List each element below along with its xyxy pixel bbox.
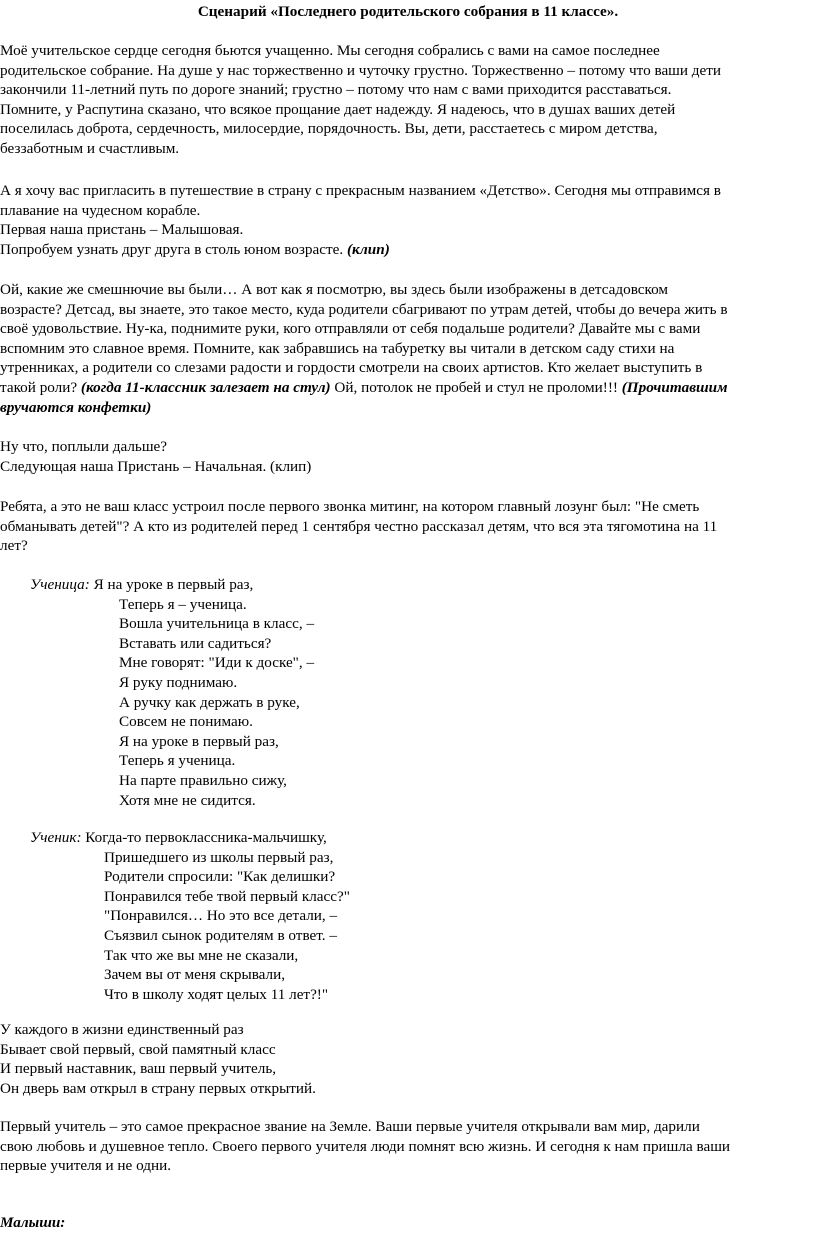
poem-line: Вошла учительница в класс, – xyxy=(119,615,315,633)
first-teacher-verse xyxy=(0,1020,812,1098)
text-line: Ну что, поплыли дальше? xyxy=(0,438,168,455)
kids-speaker-heading: Малыши: xyxy=(0,1214,66,1231)
poem-line: Зачем вы от меня скрывали, xyxy=(104,966,286,984)
poem-body xyxy=(30,848,350,1005)
poem-line: Теперь я – ученица. xyxy=(119,595,247,613)
poem-line: А ручку как держать в руке, xyxy=(119,693,300,711)
speaker-label: Ученик: xyxy=(30,829,82,846)
poem-line: Что в школу ходят целых 11 лет?!" xyxy=(104,985,329,1003)
text-line: Он дверь вам открыл в страну первых открытий. xyxy=(0,1079,316,1097)
text-line: Первый учитель – это самое прекрасное звание на Земле. Ваши первые учителя открывали вам мир, дарили xyxy=(0,1118,700,1135)
text-line: Первая наша пристань – Малышовая. xyxy=(0,221,244,239)
text-line: утренниках, а родители со слезами радости и гордости смотрели на своих артистов. Кто желает выступить в xyxy=(0,359,703,377)
poem-line: Мне говорят: "Иди к доске", – xyxy=(119,654,315,672)
text-line: Бывает свой первый, свой памятный класс xyxy=(0,1040,276,1058)
text-fragment: такой роли? xyxy=(0,378,81,396)
kindergarten-paragraph xyxy=(0,280,812,417)
text-line: родительское собрание. На душе у нас торжественно и чуточку грустно. Торжественно – потому что ваши дети xyxy=(0,61,722,79)
first-bell-paragraph xyxy=(0,497,812,556)
text-line: возрасте? Детсад, вы знаете, это такое место, куда родители сбагривают по утрам детей, чтобы до вечера жить в xyxy=(0,300,728,318)
text-line: свою любовь и душевное тепло. Своего первого учителя люди помнят всю жизнь. И сегодня к нам пришла ваши xyxy=(0,1137,731,1155)
document-title: Сценарий «Последнего родительского собрания в 11 классе». xyxy=(197,3,619,20)
poem-body xyxy=(30,595,314,811)
schoolboy-poem xyxy=(30,828,350,1004)
poem-line: Пришедшего из школы первый раз, xyxy=(104,848,334,866)
schoolgirl-poem xyxy=(30,575,314,810)
text-line: У каждого в жизни единственный раз xyxy=(0,1021,244,1038)
poem-line xyxy=(30,828,350,848)
stage-direction: (Прочитавшим xyxy=(621,378,728,396)
text-line: И первый наставник, ваш первый учитель, xyxy=(0,1060,277,1078)
text-line: беззаботным и счастливым. xyxy=(0,139,180,157)
poem-line: Родители спросили: "Как делишки? xyxy=(104,868,336,886)
text-line: вспомним это славное время. Помните, как забравшись на табуретку вы читали в детском саду стихи на xyxy=(0,339,675,357)
text-line: Ой, какие же смешнючие вы были… А вот как я посмотрю, вы здесь были изображены в детсадовском xyxy=(0,281,669,298)
text-fragment: Я на уроке в первый раз, xyxy=(89,576,254,593)
text-line: поселилась доброта, сердечность, милосердие, порядочность. Вы, дети, расстаетесь с миром детства, xyxy=(0,120,658,138)
text-line: лет? xyxy=(0,537,28,555)
text-line: Помните, у Распутина сказано, что всякое прощание дает надежду. Я надеюсь, что в душах ваших детей xyxy=(0,100,676,118)
text-line xyxy=(0,240,812,260)
text-line: А я хочу вас пригласить в путешествие в страну с прекрасным названием «Детство». Сегодня мы отправимся в xyxy=(0,182,721,199)
stage-direction: вручаются конфетки) xyxy=(0,398,152,416)
poem-line: Хотя мне не сидится. xyxy=(119,791,256,809)
text-fragment: Ой, потолок не пробей и стул не проломи!!! xyxy=(330,378,622,396)
poem-line: На парте правильно сижу, xyxy=(119,771,287,789)
first-teacher-paragraph xyxy=(0,1117,812,1176)
poem-line: Вставать или садиться? xyxy=(119,634,272,652)
poem-line: Теперь я ученица. xyxy=(119,752,236,770)
poem-line: Совсем не понимаю. xyxy=(119,713,253,731)
poem-line: Я руку поднимаю. xyxy=(119,673,238,691)
text-line: закончили 11-летний путь по дороге знаний; грустно – потому что нам с вами приходится расставаться. xyxy=(0,81,672,99)
poem-line xyxy=(30,575,314,595)
text-fragment: Когда-то первоклассника-мальчишку, xyxy=(81,829,327,846)
text-fragment: Попробуем узнать друг друга в столь юном возрасте. xyxy=(0,240,347,258)
text-line: Моё учительское сердце сегодня бьются учащенно. Мы сегодня собрались с вами на самое последнее xyxy=(0,42,660,59)
poem-line: "Понравился… Но это все детали, – xyxy=(104,907,338,925)
poem-line: Понравился тебе твой первый класс?" xyxy=(104,887,350,905)
next-pier-paragraph xyxy=(0,437,812,476)
text-line: Следующая наша Пристань – Начальная. (клип) xyxy=(0,457,312,475)
poem-line: Съязвил сынок родителям в ответ. – xyxy=(104,926,337,944)
poem-line: Так что же вы мне не сказали, xyxy=(104,946,299,964)
poem-line: Я на уроке в первый раз, xyxy=(119,732,279,750)
text-line: обманывать детей"? А кто из родителей перед 1 сентября честно рассказал детям, что вся эта тягомотина на 11 xyxy=(0,517,718,535)
text-line: своё удовольствие. Ну-ка, поднимите руки, кого отправляли от себя подальше родители? Давайте мы с вами xyxy=(0,320,701,338)
intro-paragraph xyxy=(0,41,812,159)
text-line xyxy=(0,378,812,398)
stage-direction: (клип) xyxy=(346,240,390,258)
text-line: Ребята, а это не ваш класс устроил после первого звонка митинг, на котором главный лозунг был: "Не сметь xyxy=(0,498,700,515)
journey-paragraph xyxy=(0,181,812,259)
text-line: первые учителя и не одни. xyxy=(0,1157,171,1175)
speaker-label: Ученица: xyxy=(30,576,90,593)
text-line: плавание на чудесном корабле. xyxy=(0,201,201,219)
stage-direction: (когда 11-классник залезает на стул) xyxy=(80,378,331,396)
